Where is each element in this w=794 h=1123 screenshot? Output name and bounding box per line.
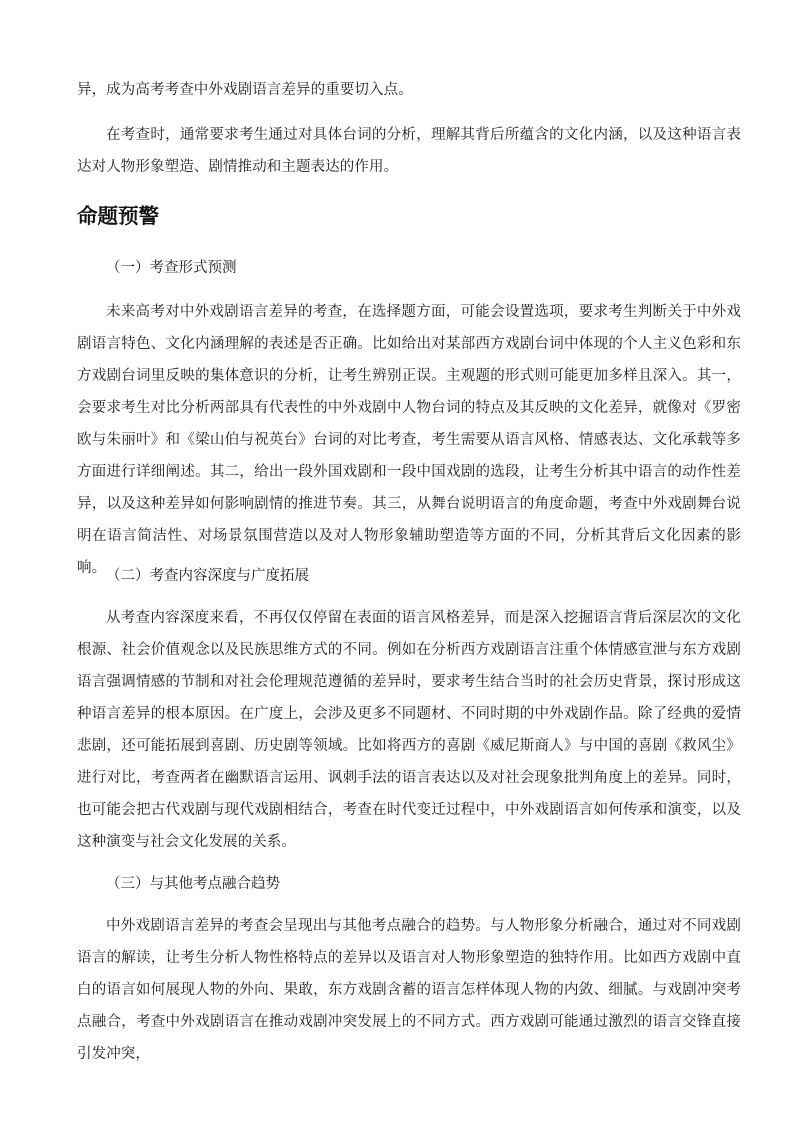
paragraph-exam-requirements: 在考查时，通常要求考生通过对具体台词的分析，理解其背后所蕴含的文化内涵，以及这种语言表达对人物形象塑造、剧情推动和主题表达的作用。 <box>77 127 741 175</box>
paragraph-integration-trend: 中外戏剧语言差异的考查会呈现出与其他考点融合的趋势。与人物形象分析融合，通过对不同戏剧语言的解读，让考生分析人物性格特点的差异以及语言对人物形象塑造的独特作用。比如西方戏剧中直白的语言如何展现人物的外向、果敢，东方戏剧含蓄的语言怎样体现人物的内敛、细腻。与戏剧冲突考点融合，考查中外戏剧语言在推动戏剧冲突发展上的不同方式。西方戏剧可能通过激烈的语言交锋直接引发冲突， <box>77 918 741 1062</box>
subheading-form-prediction: （一）考查形式预测 <box>106 260 237 276</box>
paragraph-form-prediction: 未来高考对中外戏剧语言差异的考查，在选择题方面，可能会设置选项，要求考生判断关于中外戏剧语言特色、文化内涵理解的表述是否正确。比如给出对某部西方戏剧台词中体现的个人主义色彩和东方戏剧台词里反映的集体意识的分析，让考生辨别正误。主观题的形式则可能更加多样且深入。其一，会要求考生对比分析两部具有代表性的中外戏剧中人物台词的特点及其反映的文化差异，就像对《罗密欧与朱丽叶》和《梁山伯与祝英台》台词的对比考查，考生需要从语言风格、情感表达、文化承载等多方面进行详细阐述。其二，给出一段外国戏剧和一段中国戏剧的选段，让考生分析其中语言的动作性差异，以及这种差异如何影响剧情的推进节奏。其三，从舞台说明语言的角度命题，考查中外戏剧舞台说明在语言简洁性、对场景氛围营造以及对人物形象辅助塑造等方面的不同，分析其背后文化因素的影响。 <box>77 304 741 576</box>
section-heading: 命题预警 <box>77 204 159 228</box>
paragraph-depth-breadth: 从考查内容深度来看，不再仅仅停留在表面的语言风格差异，而是深入挖掘语言背后深层次的文化根源、社会价值观念以及民族思维方式的不同。例如在分析西方戏剧语言注重个体情感宣泄与东方戏剧语言强调情感的节制和对社会伦理规范遵循的差异时，要求考生结合当时的社会历史背景，探讨形成这种语言差异的根本原因。在广度上，会涉及更多不同题材、不同时期的中外戏剧作品。除了经典的爱情悲剧，还可能拓展到喜剧、历史剧等领域。比如将西方的喜剧《威尼斯商人》与中国的喜剧《救风尘》进行对比，考查两者在幽默语言运用、讽刺手法的语言表达以及对社会现象批判角度上的差异。同时，也可能会把古代戏剧与现代戏剧相结合，考查在时代变迁过程中，中外戏剧语言如何传承和演变，以及这种演变与社会文化发展的关系。 <box>77 610 741 850</box>
paragraph-continuation: 异，成为高考考查中外戏剧语言差异的重要切入点。 <box>77 82 413 98</box>
subheading-depth-breadth: （二）考查内容深度与广度拓展 <box>106 568 309 584</box>
subheading-integration-trend: （三）与其他考点融合趋势 <box>106 876 280 892</box>
